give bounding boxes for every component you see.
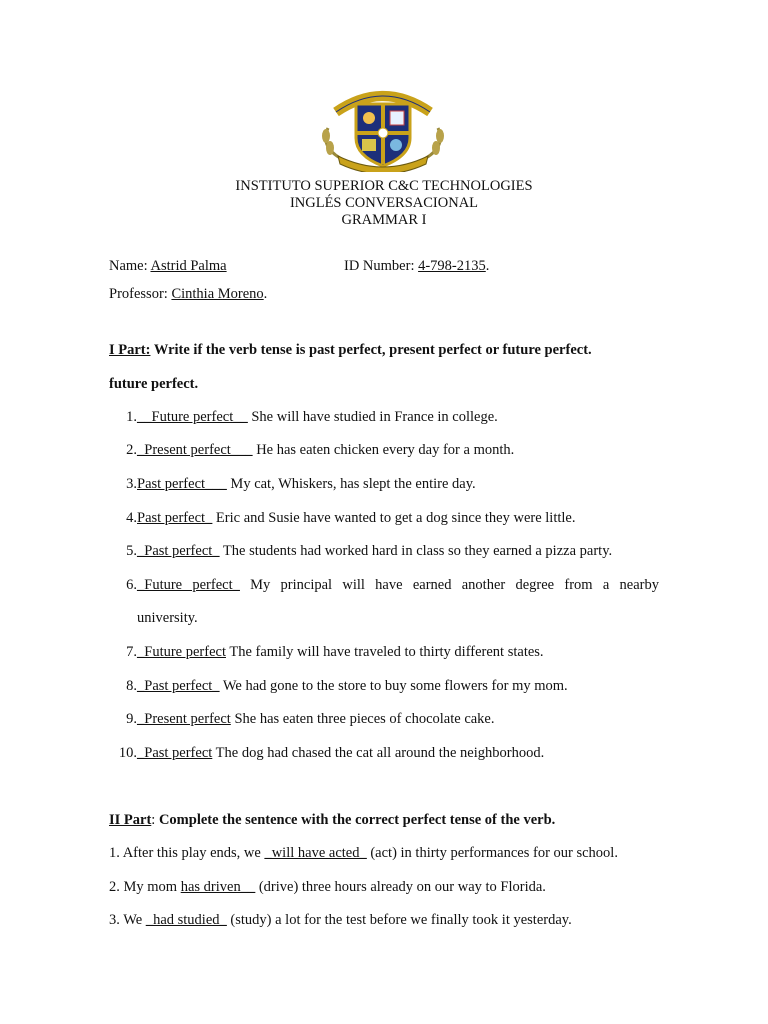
list-item: 1. After this play ends, we _will have acted_ (act) in thirty performances for our school. [109,845,618,861]
list-item: 3. We _had studied_ (study) a lot for the test before we finally took it yesterday. [109,912,572,928]
answer: _Present perfect___ [137,442,253,458]
answer: _Present perfect [137,711,231,727]
subject-name: GRAMMAR I [341,212,427,228]
part2-label: II Part [109,812,152,828]
list-item: 7. _Future perfect The family will have traveled to thirty different states. [126,644,544,660]
answer: Past perfect___ [137,476,227,492]
professor-line: Professor: Cinthia Moreno. [109,286,268,302]
answer: _Future perfect_ [137,577,240,593]
institute-crest-logo [318,86,448,172]
answer: has driven__ [180,879,256,895]
professor-name: Cinthia Moreno [171,286,264,302]
answer: _Past perfect_ [137,543,220,559]
list-item: 4. Past perfect_ Eric and Susie have wanted to get a dog since they were little. [126,510,576,526]
student-name: Astrid Palma [150,258,227,274]
answer: _had studied_ [145,912,227,928]
answer: _Past perfect_ [137,678,220,694]
answer: _Past perfect [137,745,213,761]
professor-label: Professor: [109,286,172,302]
list-item: 2. My mom has driven__ (drive) three hours already on our way to Florida. [109,879,546,895]
part1-label: I Part: [109,342,151,358]
name-label: Name: [109,258,151,274]
list-item: 8. _Past perfect_ We had gone to the store to buy some flowers for my mom. [126,678,568,694]
list-item: 3. Past perfect___ My cat, Whiskers, has slept the entire day. [126,476,476,492]
institute-name: INSTITUTO SUPERIOR C&C TECHNOLOGIES [235,178,533,194]
part1-instruction: I Part: Write if the verb tense is past perfect, present perfect or future perfect. [109,342,592,358]
document-page: INSTITUTO SUPERIOR C&C TECHNOLOGIES INGLÉS CONVERSACIONAL GRAMMAR I Name: Astrid Palma ID Number: 4-798-2135. Professor: Cinthia Moreno. I Part: Write if the verb tense is past perfect, present perfect or future perfect. future perfect. 1. __Future perfect__ She will have studied in France in college. 2. _Present perfect___ He has eaten chicken every day for a month. 3. Past perfect___ My cat, Whiskers, has slept the entire day. 4. Past perfect_ Eric and Susie have wanted to get a dog since they were little. 5. _Past perfect_ The students had worked hard in class so they earned a pizza party. 6. _Future perfect_ My principal will have earned another degree from a nearby university. 7. _Future perfect The family will have traveled to thirty different states. 8. _Past perfect_ We had gone to the store to buy some flowers for my mom. 9. _Present perfect She has eaten three pieces of chocolate cake. 10. _Past perfect The dog had chased the cat all around the neighborhood. II Part: Complete the sentence with the correct perfect tense of the verb. 1. After this play ends, we _will have acted_ (act) in thirty performances for our school. 2. My mom has driven__ (drive) three hours already on our way to Florida. 3. We _had studied_ (study) a lot for the test before we finally took it yesterday. [0,0,768,1024]
answer: Past perfect_ [137,510,213,526]
part2-instruction: II Part: Complete the sentence with the correct perfect tense of the verb. [109,812,556,828]
document-header [0,178,768,229]
id-number-line: ID Number: 4-798-2135. [344,258,490,274]
list-item: 6. _Future perfect_ My principal will have earned another degree from a nearby [126,577,659,593]
list-item: 1. __Future perfect__ She will have studied in France in college. [126,409,498,425]
list-item: 10. _Past perfect The dog had chased the cat all around the neighborhood. [118,745,545,761]
part1-instruction-cont: future perfect. [109,376,199,392]
student-name-line [109,258,227,275]
id-number: 4-798-2135 [418,258,486,274]
answer: _Future perfect [137,644,226,660]
list-item: 5. _Past perfect_ The students had worked hard in class so they earned a pizza party. [126,543,613,559]
answer: _will have acted_ [264,845,367,861]
list-item: 9. _Present perfect She has eaten three pieces of chocolate cake. [126,711,495,727]
list-item: 2. _Present perfect___ He has eaten chicken every day for a month. [126,442,515,458]
answer: __Future perfect__ [137,409,248,425]
course-name: INGLÉS CONVERSACIONAL [289,195,479,211]
id-label: ID Number: [344,258,419,274]
